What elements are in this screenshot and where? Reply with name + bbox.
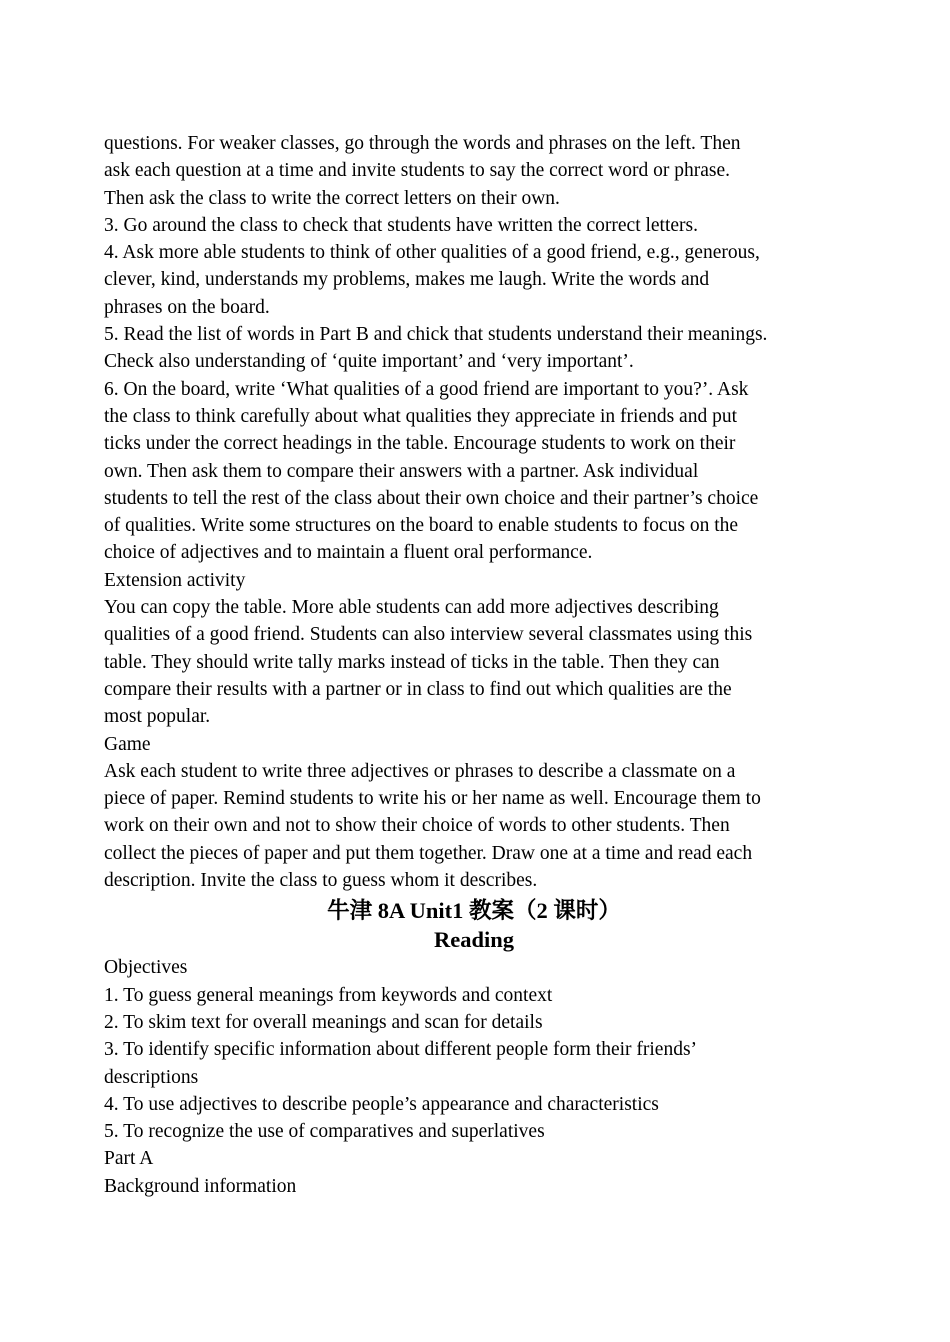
extension-heading: Extension activity <box>104 569 246 591</box>
objective-item: descriptions <box>104 1066 199 1088</box>
lesson-title: 牛津 8A Unit1 教案（2 课时） <box>327 898 621 924</box>
game-heading: Game <box>104 733 151 755</box>
text-line: piece of paper. Remind students to write his or her name as well. Encourage them to <box>104 788 761 810</box>
text-line: 4. Ask more able students to think of other qualities of a good friend, e.g., generous, <box>104 242 760 264</box>
extension-section <box>104 567 864 731</box>
objective-item: 2. To skim text for overall meanings and scan for details <box>104 1011 543 1033</box>
text-line: phrases on the board. <box>104 296 270 318</box>
text-line: ticks under the correct headings in the table. Encourage students to work on their <box>104 433 736 455</box>
text-line: Then ask the class to write the correct letters on their own. <box>104 187 560 209</box>
text-line: 3. Go around the class to check that students have written the correct letters. <box>104 214 699 236</box>
objectives-section <box>104 954 864 1145</box>
objective-item: 1. To guess general meanings from keywords and context <box>104 984 553 1006</box>
text-line: work on their own and not to show their choice of words to other students. Then <box>104 815 730 837</box>
objective-item: 4. To use adjectives to describe people’s appearance and characteristics <box>104 1093 659 1115</box>
text-line: 5. Read the list of words in Part B and chick that students understand their meanings. <box>104 324 768 346</box>
text-line: 6. On the board, write ‘What qualities of a good friend are important to you?’. Ask <box>104 378 749 400</box>
objective-item: 3. To identify specific information about different people form their friends’ <box>104 1039 698 1061</box>
lesson-header <box>104 896 864 954</box>
text-line: compare their results with a partner or in class to find out which qualities are the <box>104 678 732 700</box>
text-line: table. They should write tally marks instead of ticks in the table. Then they can <box>104 651 720 673</box>
text-line: Check also understanding of ‘quite important’ and ‘very important’. <box>104 351 634 373</box>
text-line: students to tell the rest of the class about their own choice and their partner’s choice <box>104 487 759 509</box>
text-line: questions. For weaker classes, go through the words and phrases on the left. Then <box>104 133 741 154</box>
text-line: of qualities. Write some structures on the board to enable students to focus on the <box>104 515 739 537</box>
objective-item: 5. To recognize the use of comparatives and superlatives <box>104 1121 545 1143</box>
part-a-heading: Part A <box>104 1148 154 1170</box>
part-a-section <box>104 1145 864 1200</box>
text-line: Ask each student to write three adjectives or phrases to describe a classmate on a <box>104 760 736 782</box>
text-line: ask each question at a time and invite students to say the correct word or phrase. <box>104 160 730 182</box>
objectives-heading: Objectives <box>104 957 188 979</box>
text-line: collect the pieces of paper and put them together. Draw one at a time and read each <box>104 842 753 864</box>
text-line: qualities of a good friend. Students can also interview several classmates using this <box>104 624 753 646</box>
text-line: You can copy the table. More able students can add more adjectives describing <box>104 597 719 619</box>
text-line: most popular. <box>104 706 211 728</box>
text-line: choice of adjectives and to maintain a fluent oral performance. <box>104 542 593 564</box>
text-line: the class to think carefully about what qualities they appreciate in friends and put <box>104 405 738 427</box>
text-line: description. Invite the class to guess whom it describes. <box>104 870 538 892</box>
part-a-subheading: Background information <box>104 1175 297 1197</box>
text-line: clever, kind, understands my problems, makes me laugh. Write the words and <box>104 269 710 291</box>
game-section <box>104 731 864 895</box>
text-line: own. Then ask them to compare their answers with a partner. Ask individual <box>104 460 699 482</box>
lesson-subtitle: Reading <box>433 927 514 953</box>
document-page <box>104 130 864 1200</box>
continuation-paragraph <box>104 130 864 567</box>
